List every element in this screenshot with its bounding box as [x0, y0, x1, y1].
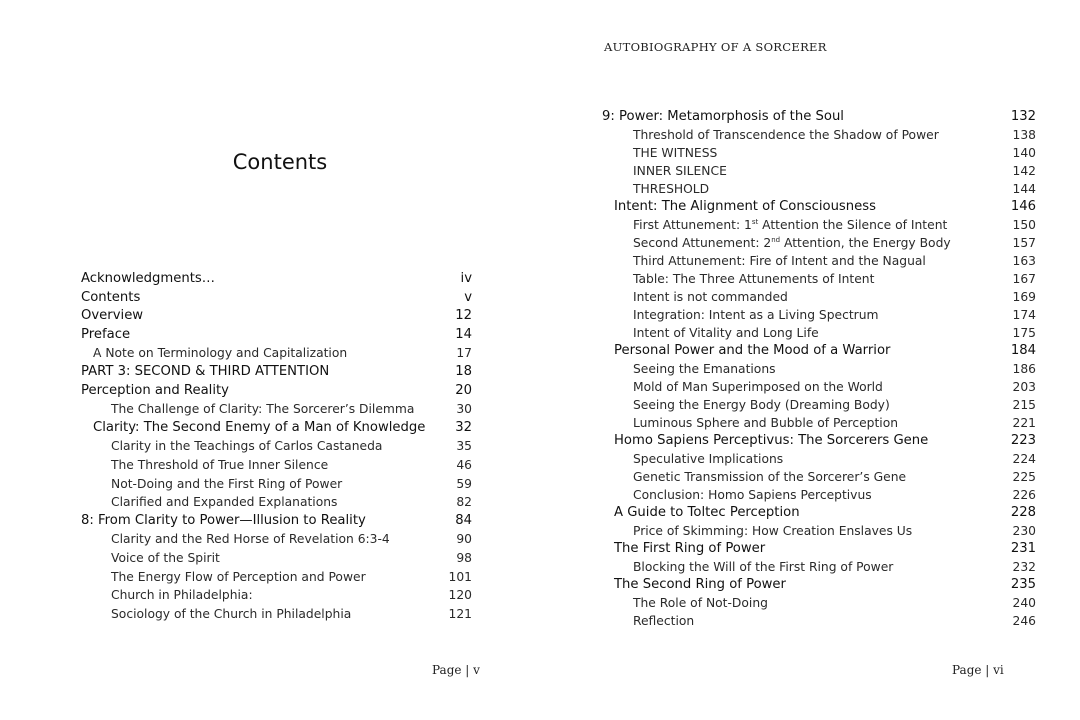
- toc-entry: [602, 180, 1036, 198]
- toc-entry-page: 235: [1010, 577, 1036, 592]
- toc-entry: [602, 594, 1036, 612]
- toc-entry: [602, 288, 1036, 306]
- toc-entry: [81, 605, 472, 624]
- toc-entry-title: 8: From Clarity to Power—Illusion to Reality: [81, 512, 366, 528]
- toc-entry: [602, 162, 1036, 180]
- toc-entry-title: The Role of Not-Doing: [633, 596, 768, 610]
- toc-entry: [81, 289, 472, 308]
- toc-entry-page: v: [464, 289, 472, 305]
- toc-entry: [602, 198, 1036, 216]
- toc-entry: [602, 108, 1036, 126]
- toc-entry-page: 246: [1012, 614, 1036, 628]
- toc-entry-title: Blocking the Will of the First Ring of Power: [633, 560, 894, 574]
- toc-entry-page: 175: [1012, 326, 1036, 340]
- toc-entry-page: 18: [455, 363, 472, 379]
- toc-entry: [602, 612, 1036, 630]
- contents-title: Contents: [232, 150, 328, 174]
- toc-entry-page: 140: [1012, 146, 1036, 160]
- toc-entry-page: 224: [1012, 452, 1036, 466]
- toc-entry-title: Preface: [81, 326, 131, 342]
- toc-entry: [602, 252, 1036, 270]
- toc-entry: [81, 400, 472, 419]
- toc-entry: [81, 382, 472, 401]
- toc-entry-title: Perception and Reality: [81, 382, 229, 398]
- toc-entry: [602, 486, 1036, 504]
- toc-entry-page: 14: [455, 326, 472, 342]
- toc-entry: [81, 363, 472, 382]
- toc-entry-page: 225: [1012, 470, 1036, 484]
- page-number-left: Page | v: [432, 663, 480, 677]
- toc-entry: [602, 342, 1036, 360]
- toc-entry-page: 98: [456, 550, 472, 565]
- toc-entry-page: 186: [1012, 362, 1036, 376]
- toc-entry: [81, 586, 472, 605]
- toc-entry-title: A Guide to Toltec Perception: [614, 505, 800, 520]
- toc-entry: [81, 326, 472, 345]
- toc-entry: [602, 234, 1036, 252]
- toc-list-right: [602, 108, 1036, 630]
- toc-entry-title: Conclusion: Homo Sapiens Perceptivus: [633, 488, 872, 502]
- toc-entry: [81, 307, 472, 326]
- right-page: [540, 0, 1080, 720]
- toc-entry-title: THRESHOLD: [633, 182, 710, 196]
- toc-entry-page: 203: [1012, 380, 1036, 394]
- toc-entry: [602, 504, 1036, 522]
- toc-entry-title: Not-Doing and the First Ring of Power: [111, 476, 343, 491]
- toc-entry-page: 167: [1012, 272, 1036, 286]
- toc-entry: [602, 432, 1036, 450]
- toc-entry-title: INNER SILENCE: [633, 164, 727, 178]
- toc-entry: [602, 144, 1036, 162]
- running-header: AUTOBIOGRAPHY OF A SORCERER: [604, 40, 827, 54]
- toc-entry: [602, 468, 1036, 486]
- toc-entry-page: 146: [1010, 199, 1036, 214]
- toc-entry-title: A Note on Terminology and Capitalization: [93, 346, 348, 361]
- toc-entry-page: 157: [1012, 236, 1036, 250]
- toc-entry-title: Clarity: The Second Enemy of a Man of Knowledge: [93, 419, 426, 435]
- toc-entry: [602, 396, 1036, 414]
- toc-entry-page: 142: [1012, 164, 1036, 178]
- toc-entry-page: 231: [1010, 541, 1036, 556]
- toc-entry: [81, 549, 472, 568]
- toc-entry: [81, 419, 472, 438]
- toc-entry: [81, 568, 472, 587]
- toc-entry-page: 150: [1012, 218, 1036, 232]
- toc-entry-page: 228: [1010, 505, 1036, 520]
- toc-entry-title: THE WITNESS: [633, 146, 718, 160]
- toc-entry-page: 59: [456, 476, 472, 491]
- toc-entry: [602, 576, 1036, 594]
- toc-entry-page: 221: [1012, 416, 1036, 430]
- toc-entry-title: Intent is not commanded: [633, 290, 788, 304]
- toc-entry: [602, 558, 1036, 576]
- toc-entry-page: 230: [1012, 524, 1036, 538]
- toc-entry: [602, 414, 1036, 432]
- toc-entry-title: The First Ring of Power: [614, 541, 766, 556]
- toc-entry-title: Contents: [81, 289, 141, 305]
- toc-entry-title: Clarity in the Teachings of Carlos Castaneda: [111, 439, 383, 454]
- toc-entry-title: PART 3: SECOND & THIRD ATTENTION: [81, 363, 330, 379]
- toc-entry: [81, 270, 472, 289]
- toc-entry-page: 120: [448, 588, 472, 603]
- toc-entry-title: The Second Ring of Power: [614, 577, 786, 592]
- toc-entry-page: 144: [1012, 182, 1036, 196]
- toc-entry-title: Voice of the Spirit: [111, 550, 220, 565]
- toc-entry-title: Speculative Implications: [633, 452, 784, 466]
- toc-entry-title: Luminous Sphere and Bubble of Perception: [633, 416, 899, 430]
- toc-entry-title: Church in Philadelphia:: [111, 588, 253, 603]
- toc-entry: [81, 437, 472, 456]
- toc-entry-page: 240: [1012, 596, 1036, 610]
- toc-entry-title: Seeing the Energy Body (Dreaming Body): [633, 398, 890, 412]
- toc-entry-title: Integration: Intent as a Living Spectrum: [633, 308, 879, 322]
- page-number-right: Page | vi: [952, 663, 1004, 677]
- toc-entry-title: The Challenge of Clarity: The Sorcerer’s Dilemma: [111, 402, 415, 417]
- toc-entry-title: Acknowledgments…: [81, 271, 215, 286]
- toc-entry-title: First Attunement: 1st Attention the Silence of Intent: [633, 218, 948, 232]
- toc-entry-page: 215: [1012, 398, 1036, 412]
- toc-entry: [602, 540, 1036, 558]
- toc-entry-title: Third Attunement: Fire of Intent and the Nagual: [633, 254, 926, 268]
- toc-entry-title: Reflection: [633, 614, 695, 628]
- toc-entry-page: 138: [1012, 128, 1036, 142]
- toc-entry-page: 17: [456, 346, 472, 361]
- toc-entry-page: 20: [455, 382, 472, 398]
- toc-entry-page: iv: [460, 271, 472, 286]
- toc-entry-title: Second Attunement: 2nd Attention, the Energy Body: [633, 236, 951, 250]
- toc-entry-page: 90: [456, 532, 472, 547]
- toc-entry-title: Price of Skimming: How Creation Enslaves Us: [633, 524, 913, 538]
- toc-entry: [602, 360, 1036, 378]
- toc-entry-page: 163: [1012, 254, 1036, 268]
- toc-entry: [602, 216, 1036, 234]
- toc-entry-page: 169: [1012, 290, 1036, 304]
- toc-list-left: [81, 270, 472, 623]
- toc-entry-title: The Energy Flow of Perception and Power: [111, 569, 366, 584]
- toc-entry-page: 101: [448, 569, 472, 584]
- toc-entry-page: 84: [455, 512, 472, 528]
- toc-entry-page: 184: [1010, 343, 1036, 358]
- toc-entry-title: Intent: The Alignment of Consciousness: [614, 199, 877, 214]
- toc-entry: [602, 378, 1036, 396]
- toc-entry-title: Seeing the Emanations: [633, 362, 776, 376]
- toc-entry-page: 46: [456, 457, 472, 472]
- toc-entry-page: 226: [1012, 488, 1036, 502]
- toc-entry: [602, 270, 1036, 288]
- toc-entry-title: Homo Sapiens Perceptivus: The Sorcerers Gene: [614, 433, 929, 448]
- toc-entry: [602, 450, 1036, 468]
- toc-entry-title: Clarity and the Red Horse of Revelation 6:3-4: [111, 532, 390, 547]
- toc-entry-title: Sociology of the Church in Philadelphia: [111, 606, 352, 621]
- toc-entry-title: Clarified and Expanded Explanations: [111, 495, 338, 510]
- toc-entry: [81, 530, 472, 549]
- toc-entry-title: Table: The Three Attunements of Intent: [633, 272, 875, 286]
- toc-entry: [602, 522, 1036, 540]
- toc-entry-page: 232: [1012, 560, 1036, 574]
- toc-entry: [81, 475, 472, 494]
- toc-entry-title: Mold of Man Superimposed on the World: [633, 380, 883, 394]
- toc-entry: [602, 126, 1036, 144]
- toc-entry-page: 174: [1012, 308, 1036, 322]
- toc-entry-title: 9: Power: Metamorphosis of the Soul: [602, 109, 844, 124]
- toc-entry: [81, 512, 472, 531]
- toc-entry-page: 132: [1010, 109, 1036, 124]
- toc-entry: [602, 324, 1036, 342]
- toc-entry-page: 32: [455, 419, 472, 435]
- toc-entry-title: Intent of Vitality and Long Life: [633, 326, 819, 340]
- toc-entry-title: Overview: [81, 308, 144, 324]
- toc-entry-title: Threshold of Transcendence the Shadow of Power: [633, 128, 939, 142]
- toc-entry: [81, 456, 472, 475]
- toc-entry-page: 12: [455, 308, 472, 324]
- toc-entry-page: 35: [456, 439, 472, 454]
- toc-entry: [81, 344, 472, 363]
- toc-entry-page: 82: [456, 495, 472, 510]
- toc-entry: [602, 306, 1036, 324]
- toc-entry-title: Personal Power and the Mood of a Warrior: [614, 343, 891, 358]
- toc-entry-title: The Threshold of True Inner Silence: [111, 457, 329, 472]
- toc-entry: [81, 493, 472, 512]
- toc-entry-title: Genetic Transmission of the Sorcerer’s Gene: [633, 470, 907, 484]
- toc-entry-page: 121: [448, 606, 472, 621]
- toc-entry-page: 223: [1010, 433, 1036, 448]
- toc-entry-page: 30: [456, 402, 472, 417]
